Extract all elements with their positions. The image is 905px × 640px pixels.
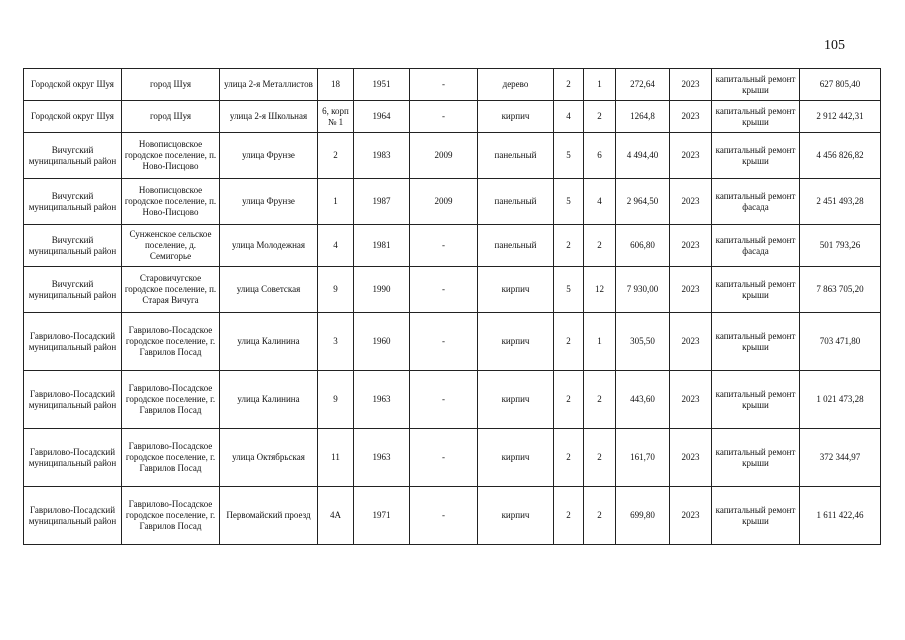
table-row: [24, 133, 881, 179]
cell-year-built: 1963: [354, 371, 410, 429]
cell-cost: 2 912 442,31: [800, 101, 881, 133]
cell-plan-year: 2023: [670, 101, 712, 133]
cell-entrances: 4: [584, 179, 616, 225]
cell-area: 606,80: [616, 225, 670, 267]
cell-municipality: Городской округ Шуя: [24, 69, 122, 101]
cell-cost: 4 456 826,82: [800, 133, 881, 179]
cell-plan-year: 2023: [670, 69, 712, 101]
cell-area: 443,60: [616, 371, 670, 429]
cell-year-built: 1963: [354, 429, 410, 487]
cell-settlement: Гаврилово-Посадское городское поселение, г. Гаврилов Посад: [122, 487, 220, 545]
cell-entrances: 2: [584, 371, 616, 429]
cell-house-number: 3: [318, 313, 354, 371]
cell-entrances: 6: [584, 133, 616, 179]
cell-entrances: 2: [584, 429, 616, 487]
capital-repair-table: [23, 68, 881, 545]
cell-work-type: капитальный ремонт крыши: [712, 133, 800, 179]
table-row: [24, 487, 881, 545]
cell-wall-material: панельный: [478, 179, 554, 225]
cell-plan-year: 2023: [670, 429, 712, 487]
cell-entrances: 1: [584, 69, 616, 101]
cell-house-number: 9: [318, 267, 354, 313]
cell-cost: 627 805,40: [800, 69, 881, 101]
cell-work-type: капитальный ремонт крыши: [712, 267, 800, 313]
cell-municipality: Гаврилово-Посадский муниципальный район: [24, 313, 122, 371]
cell-entrances: 2: [584, 487, 616, 545]
cell-work-type: капитальный ремонт крыши: [712, 487, 800, 545]
cell-year-reconstruction: -: [410, 487, 478, 545]
cell-plan-year: 2023: [670, 313, 712, 371]
cell-area: 4 494,40: [616, 133, 670, 179]
cell-year-reconstruction: 2009: [410, 179, 478, 225]
cell-wall-material: кирпич: [478, 487, 554, 545]
cell-wall-material: панельный: [478, 133, 554, 179]
cell-area: 7 930,00: [616, 267, 670, 313]
cell-house-number: 4А: [318, 487, 354, 545]
cell-floors: 5: [554, 133, 584, 179]
cell-work-type: капитальный ремонт крыши: [712, 101, 800, 133]
cell-municipality: Городской округ Шуя: [24, 101, 122, 133]
cell-floors: 4: [554, 101, 584, 133]
cell-street: Первомайский проезд: [220, 487, 318, 545]
cell-municipality: Вичугский муниципальный район: [24, 267, 122, 313]
cell-area: 305,50: [616, 313, 670, 371]
cell-floors: 2: [554, 429, 584, 487]
cell-settlement: Новописцовское городское поселение, п. Ново-Писцово: [122, 133, 220, 179]
cell-wall-material: кирпич: [478, 101, 554, 133]
cell-cost: 372 344,97: [800, 429, 881, 487]
cell-floors: 5: [554, 267, 584, 313]
table-row: [24, 267, 881, 313]
cell-cost: 703 471,80: [800, 313, 881, 371]
cell-house-number: 1: [318, 179, 354, 225]
cell-cost: 1 611 422,46: [800, 487, 881, 545]
cell-cost: 2 451 493,28: [800, 179, 881, 225]
cell-area: 699,80: [616, 487, 670, 545]
cell-year-reconstruction: -: [410, 429, 478, 487]
cell-year-reconstruction: 2009: [410, 133, 478, 179]
cell-street: улица Советская: [220, 267, 318, 313]
cell-street: улица Фрунзе: [220, 133, 318, 179]
cell-floors: 5: [554, 179, 584, 225]
cell-street: улица Фрунзе: [220, 179, 318, 225]
cell-house-number: 6, корп № 1: [318, 101, 354, 133]
table-row: [24, 69, 881, 101]
cell-year-built: 1951: [354, 69, 410, 101]
table-row: [24, 429, 881, 487]
cell-year-built: 1964: [354, 101, 410, 133]
cell-house-number: 18: [318, 69, 354, 101]
cell-entrances: 2: [584, 101, 616, 133]
cell-municipality: Гаврилово-Посадский муниципальный район: [24, 429, 122, 487]
cell-cost: 1 021 473,28: [800, 371, 881, 429]
cell-year-built: 1983: [354, 133, 410, 179]
cell-floors: 2: [554, 225, 584, 267]
cell-cost: 501 793,26: [800, 225, 881, 267]
cell-wall-material: кирпич: [478, 313, 554, 371]
cell-year-reconstruction: -: [410, 69, 478, 101]
cell-work-type: капитальный ремонт фасада: [712, 225, 800, 267]
cell-year-built: 1987: [354, 179, 410, 225]
cell-plan-year: 2023: [670, 179, 712, 225]
cell-plan-year: 2023: [670, 267, 712, 313]
cell-entrances: 1: [584, 313, 616, 371]
cell-settlement: Гаврилово-Посадское городское поселение, г. Гаврилов Посад: [122, 313, 220, 371]
cell-wall-material: кирпич: [478, 267, 554, 313]
cell-plan-year: 2023: [670, 133, 712, 179]
page-number: 105: [824, 38, 845, 53]
cell-municipality: Вичугский муниципальный район: [24, 133, 122, 179]
cell-work-type: капитальный ремонт крыши: [712, 313, 800, 371]
cell-floors: 2: [554, 313, 584, 371]
cell-street: улица Октябрьская: [220, 429, 318, 487]
cell-street: улица Калинина: [220, 313, 318, 371]
cell-street: улица Калинина: [220, 371, 318, 429]
cell-floors: 2: [554, 69, 584, 101]
cell-year-built: 1971: [354, 487, 410, 545]
cell-area: 161,70: [616, 429, 670, 487]
cell-settlement: город Шуя: [122, 101, 220, 133]
cell-entrances: 12: [584, 267, 616, 313]
cell-area: 272,64: [616, 69, 670, 101]
cell-floors: 2: [554, 487, 584, 545]
cell-work-type: капитальный ремонт крыши: [712, 371, 800, 429]
cell-cost: 7 863 705,20: [800, 267, 881, 313]
cell-street: улица Молодежная: [220, 225, 318, 267]
cell-year-built: 1990: [354, 267, 410, 313]
cell-settlement: Сунженское сельское поселение, д. Семигорье: [122, 225, 220, 267]
cell-plan-year: 2023: [670, 487, 712, 545]
cell-municipality: Гаврилово-Посадский муниципальный район: [24, 487, 122, 545]
cell-work-type: капитальный ремонт крыши: [712, 429, 800, 487]
cell-entrances: 2: [584, 225, 616, 267]
cell-settlement: Новописцовское городское поселение, п. Ново-Писцово: [122, 179, 220, 225]
cell-street: улица 2-я Металлистов: [220, 69, 318, 101]
cell-settlement: Гаврилово-Посадское городское поселение, г. Гаврилов Посад: [122, 371, 220, 429]
cell-wall-material: дерево: [478, 69, 554, 101]
cell-plan-year: 2023: [670, 225, 712, 267]
cell-year-built: 1960: [354, 313, 410, 371]
cell-settlement: город Шуя: [122, 69, 220, 101]
cell-settlement: Гаврилово-Посадское городское поселение, г. Гаврилов Посад: [122, 429, 220, 487]
cell-municipality: Вичугский муниципальный район: [24, 179, 122, 225]
cell-plan-year: 2023: [670, 371, 712, 429]
cell-wall-material: панельный: [478, 225, 554, 267]
cell-area: 1264,8: [616, 101, 670, 133]
table-row: [24, 313, 881, 371]
cell-work-type: капитальный ремонт фасада: [712, 179, 800, 225]
cell-year-built: 1981: [354, 225, 410, 267]
cell-area: 2 964,50: [616, 179, 670, 225]
cell-house-number: 2: [318, 133, 354, 179]
cell-wall-material: кирпич: [478, 429, 554, 487]
cell-house-number: 11: [318, 429, 354, 487]
table-row: [24, 371, 881, 429]
table-row: [24, 225, 881, 267]
cell-house-number: 4: [318, 225, 354, 267]
cell-year-reconstruction: -: [410, 313, 478, 371]
cell-settlement: Старовичугское городское поселение, п. Старая Вичуга: [122, 267, 220, 313]
table-row: [24, 179, 881, 225]
table-row: [24, 101, 881, 133]
cell-year-reconstruction: -: [410, 225, 478, 267]
cell-house-number: 9: [318, 371, 354, 429]
cell-year-reconstruction: -: [410, 267, 478, 313]
cell-year-reconstruction: -: [410, 371, 478, 429]
cell-municipality: Вичугский муниципальный район: [24, 225, 122, 267]
cell-work-type: капитальный ремонт крыши: [712, 69, 800, 101]
cell-wall-material: кирпич: [478, 371, 554, 429]
cell-floors: 2: [554, 371, 584, 429]
cell-street: улица 2-я Школьная: [220, 101, 318, 133]
cell-year-reconstruction: -: [410, 101, 478, 133]
cell-municipality: Гаврилово-Посадский муниципальный район: [24, 371, 122, 429]
